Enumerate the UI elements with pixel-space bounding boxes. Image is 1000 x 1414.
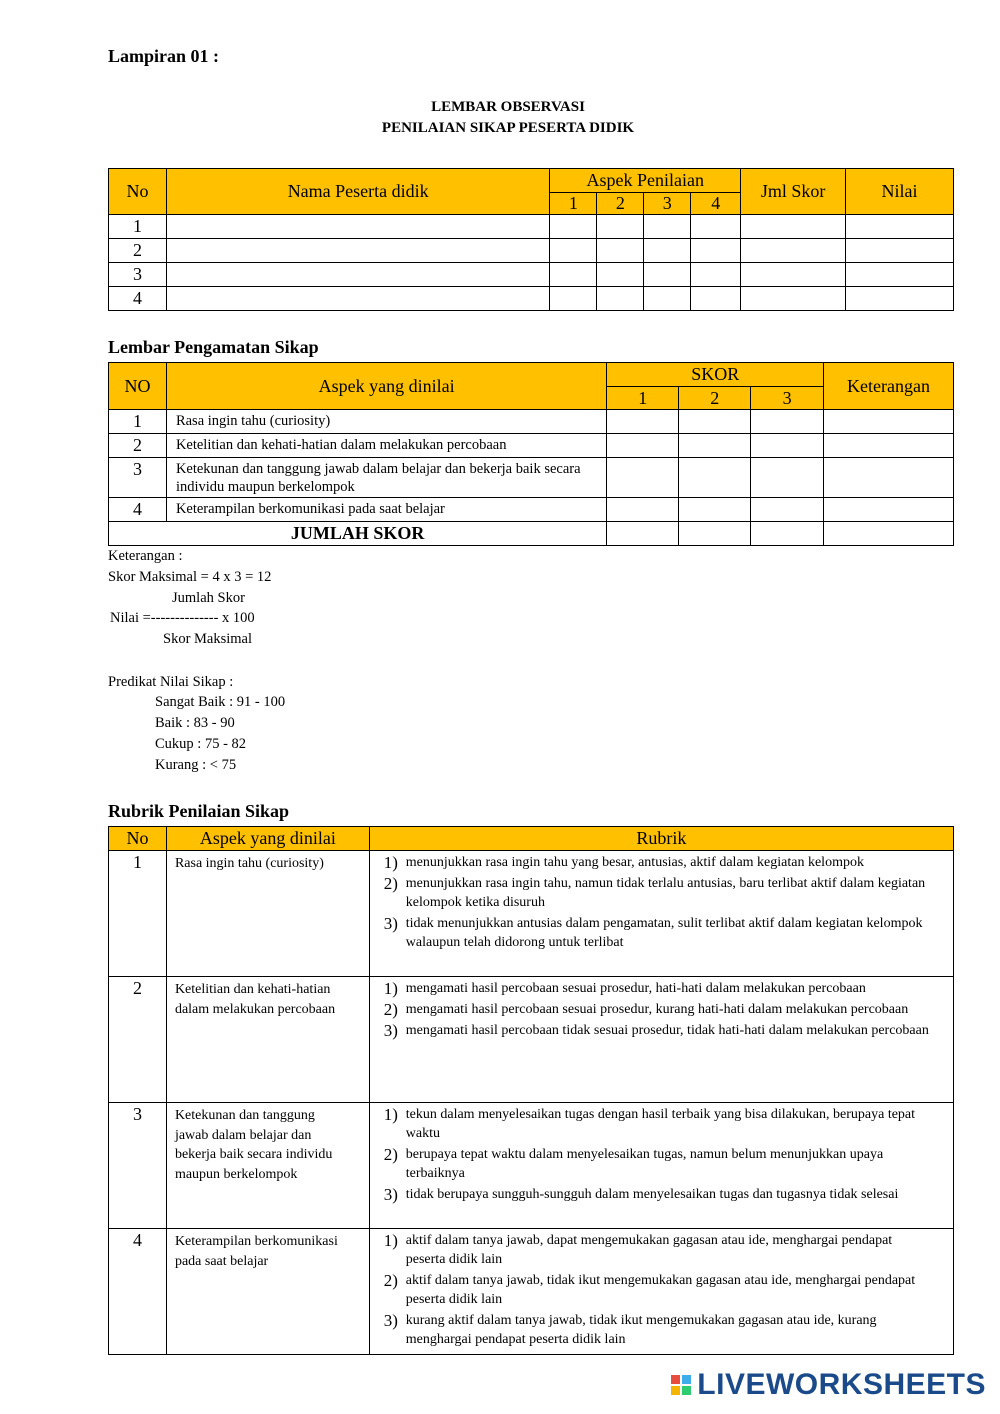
grade-cell[interactable] [846, 287, 954, 311]
table-row [109, 1229, 954, 1355]
rubric-item: 1) tekun dalam menyelesaikan tugas dengan hasil terbaik yang bisa dilakukan, berupaya tepat waktu [383, 1105, 916, 1141]
aspect-text: Ketelitian dan kehati-hatian dalam melakukan percobaan [166, 434, 606, 458]
predicate-item: Baik : 83 - 90 [155, 715, 235, 731]
logo-text: LIVEWORKSHEETS [697, 1368, 986, 1401]
liveworksheets-logo[interactable] [671, 1368, 986, 1402]
rubric-item: 3) mengamati hasil percobaan tidak sesuai prosedur, tidak hati-hati dalam melakukan percobaan [383, 1021, 929, 1040]
row-number: 4 [109, 287, 167, 311]
total-cell[interactable] [741, 287, 846, 311]
score-cell[interactable] [644, 239, 691, 263]
score-cell[interactable] [691, 239, 741, 263]
aspect-text: Ketekunan dan tanggung jawab dalam belajar dan bekerja baik secara individu maupun berkelompok [166, 1103, 369, 1229]
rubric-table [108, 826, 954, 1355]
name-cell[interactable] [166, 263, 549, 287]
section-title-pengamatan: Lembar Pengamatan Sikap [108, 337, 319, 357]
col-no: No [109, 827, 167, 851]
rubric-item: 2) aktif dalam tanya jawab, tidak ikut mengemukakan gagasan atau ide, menghargai pendapat peserta didik lain [383, 1271, 916, 1307]
score-cell[interactable] [691, 263, 741, 287]
col-aspek-2: 2 [597, 193, 644, 215]
score-cell[interactable] [550, 263, 597, 287]
score-cell[interactable] [751, 434, 824, 458]
predicate-item: Cukup : 75 - 82 [155, 736, 247, 752]
name-cell[interactable] [166, 287, 549, 311]
observation-table [108, 168, 954, 311]
rubric-item: 1) mengamati hasil percobaan sesuai prosedur, hati-hati dalam melakukan percobaan [383, 979, 866, 998]
total-cell[interactable] [741, 263, 846, 287]
score-cell[interactable] [607, 458, 679, 498]
row-number: 4 [109, 498, 167, 522]
score-cell[interactable] [679, 498, 751, 522]
notes-label: Keterangan : [108, 548, 183, 564]
col-aspek-3: 3 [644, 193, 691, 215]
col-skor-1: 1 [607, 387, 679, 410]
col-aspek-penilaian: Aspek Penilaian [550, 169, 741, 193]
score-cell[interactable] [607, 498, 679, 522]
row-number: 3 [109, 263, 167, 287]
score-cell[interactable] [679, 522, 751, 546]
note-cell[interactable] [824, 410, 954, 434]
score-cell[interactable] [597, 287, 644, 311]
note-cell[interactable] [824, 522, 954, 546]
score-cell[interactable] [644, 263, 691, 287]
table-row [109, 239, 954, 263]
score-cell[interactable] [607, 410, 679, 434]
formula-numerator: Jumlah Skor [172, 590, 245, 606]
note-cell[interactable] [824, 458, 954, 498]
col-rubrik: Rubrik [369, 827, 953, 851]
score-cell[interactable] [550, 287, 597, 311]
grade-cell[interactable] [846, 239, 954, 263]
aspect-text: Ketelitian dan kehati-hatian dalam melakukan percobaan [166, 977, 369, 1103]
grade-cell[interactable] [846, 215, 954, 239]
note-cell[interactable] [824, 434, 954, 458]
table-row [109, 977, 954, 1103]
score-cell[interactable] [751, 410, 824, 434]
col-aspek: Aspek yang dinilai [166, 363, 606, 410]
table-row [109, 458, 954, 498]
row-number: 1 [109, 215, 167, 239]
score-cell[interactable] [679, 434, 751, 458]
max-score-text: Skor Maksimal = 4 x 3 = 12 [108, 569, 272, 585]
predicate-item: Kurang : < 75 [155, 757, 237, 773]
aspect-text: Rasa ingin tahu (curiosity) [166, 410, 606, 434]
score-cell[interactable] [550, 239, 597, 263]
rubric-item: 1) menunjukkan rasa ingin tahu yang besar, antusias, aktif dalam kegiatan kelompok [383, 853, 864, 872]
table-row [109, 498, 954, 522]
score-cell[interactable] [679, 458, 751, 498]
table-row [109, 851, 954, 977]
score-cell[interactable] [597, 215, 644, 239]
aspect-text: Ketekunan dan tanggung jawab dalam belajar dan bekerja baik secara individu maupun berkelompok [166, 458, 606, 498]
row-number: 4 [109, 1229, 167, 1355]
row-number: 2 [109, 977, 167, 1103]
score-cell[interactable] [751, 522, 824, 546]
table-row [109, 287, 954, 311]
name-cell[interactable] [166, 239, 549, 263]
document-title-line2: PENILAIAN SIKAP PESERTA DIDIK [381, 120, 635, 136]
rubric-item: 3) kurang aktif dalam tanya jawab, tidak ikut mengemukakan gagasan atau ide, kurang menghargai pendapat peserta didik lain [383, 1311, 877, 1347]
row-number: 2 [109, 434, 167, 458]
rubric-item: 3) tidak berupaya sungguh-sungguh dalam menyelesaikan tugas dan tugasnya tidak selesai [383, 1185, 899, 1204]
score-cell[interactable] [550, 215, 597, 239]
col-aspek: Aspek yang dinilai [166, 827, 369, 851]
score-cell[interactable] [751, 498, 824, 522]
note-cell[interactable] [824, 498, 954, 522]
rubric-item: 2) menunjukkan rasa ingin tahu, namun tidak terlalu antusias, baru terlibat aktif dalam kegiatan kelompok ketika disuruh [383, 874, 926, 910]
score-cell[interactable] [679, 410, 751, 434]
rubric-item: 2) berupaya tepat waktu dalam menyelesaikan tugas, namun belum menunjukkan upaya terbaiknya [383, 1145, 884, 1181]
aspect-text: Rasa ingin tahu (curiosity) [166, 851, 369, 977]
rubric-cell [369, 1229, 953, 1355]
table-row [109, 263, 954, 287]
col-skor-3: 3 [751, 387, 824, 410]
appendix-label: Lampiran 01 : [108, 46, 220, 66]
score-cell[interactable] [691, 287, 741, 311]
col-skor: SKOR [607, 363, 824, 387]
attitude-observation-table [108, 362, 954, 546]
table-row [109, 434, 954, 458]
rubric-cell [369, 977, 953, 1103]
row-number: 3 [109, 1103, 167, 1229]
predicate-item: Sangat Baik : 91 - 100 [155, 694, 286, 710]
aspect-text: Keterampilan berkomunikasi pada saat belajar [166, 498, 606, 522]
score-cell[interactable] [597, 239, 644, 263]
score-cell[interactable] [691, 215, 741, 239]
total-cell[interactable] [741, 239, 846, 263]
col-skor-2: 2 [679, 387, 751, 410]
score-cell[interactable] [644, 287, 691, 311]
total-cell[interactable] [741, 215, 846, 239]
table-row [109, 215, 954, 239]
col-no: No [109, 169, 167, 215]
formula-line: Nilai =-------------- x 100 [110, 610, 255, 626]
total-label: JUMLAH SKOR [109, 522, 607, 546]
score-cell[interactable] [644, 215, 691, 239]
score-cell[interactable] [751, 458, 824, 498]
rubric-cell [369, 851, 953, 977]
score-cell[interactable] [597, 263, 644, 287]
grade-cell[interactable] [846, 263, 954, 287]
total-row [109, 522, 954, 546]
name-cell[interactable] [166, 215, 549, 239]
col-aspek-1: 1 [550, 193, 597, 215]
rubric-item: 2) mengamati hasil percobaan sesuai prosedur, kurang hati-hati dalam melakukan percobaan [383, 1000, 909, 1019]
row-number: 2 [109, 239, 167, 263]
predicate-title: Predikat Nilai Sikap : [108, 674, 234, 690]
score-cell[interactable] [607, 522, 679, 546]
col-aspek-4: 4 [691, 193, 741, 215]
rubric-cell [369, 1103, 953, 1229]
section-title-rubrik: Rubrik Penilaian Sikap [108, 801, 290, 821]
rubric-item: 3) tidak menunjukkan antusias dalam pengamatan, sulit terlibat aktif dalam kegiatan kelompok walaupun telah didorong untuk terlibat [383, 914, 923, 950]
logo-grid-icon [671, 1375, 691, 1395]
rubric-item: 1) aktif dalam tanya jawab, dapat mengemukakan gagasan atau ide, menghargai pendapat peserta didik lain [383, 1231, 893, 1267]
formula-denominator: Skor Maksimal [163, 631, 253, 647]
col-jml-skor: Jml Skor [741, 169, 846, 215]
col-nama: Nama Peserta didik [166, 169, 549, 215]
row-number: 1 [109, 851, 167, 977]
score-cell[interactable] [607, 434, 679, 458]
aspect-text: Keterampilan berkomunikasi pada saat belajar [166, 1229, 369, 1355]
col-no: NO [109, 363, 167, 410]
table-row [109, 1103, 954, 1229]
table-row [109, 410, 954, 434]
document-title-line1: LEMBAR OBSERVASI [431, 99, 585, 115]
col-keterangan: Keterangan [824, 363, 954, 410]
row-number: 1 [109, 410, 167, 434]
col-nilai: Nilai [846, 169, 954, 215]
row-number: 3 [109, 458, 167, 498]
